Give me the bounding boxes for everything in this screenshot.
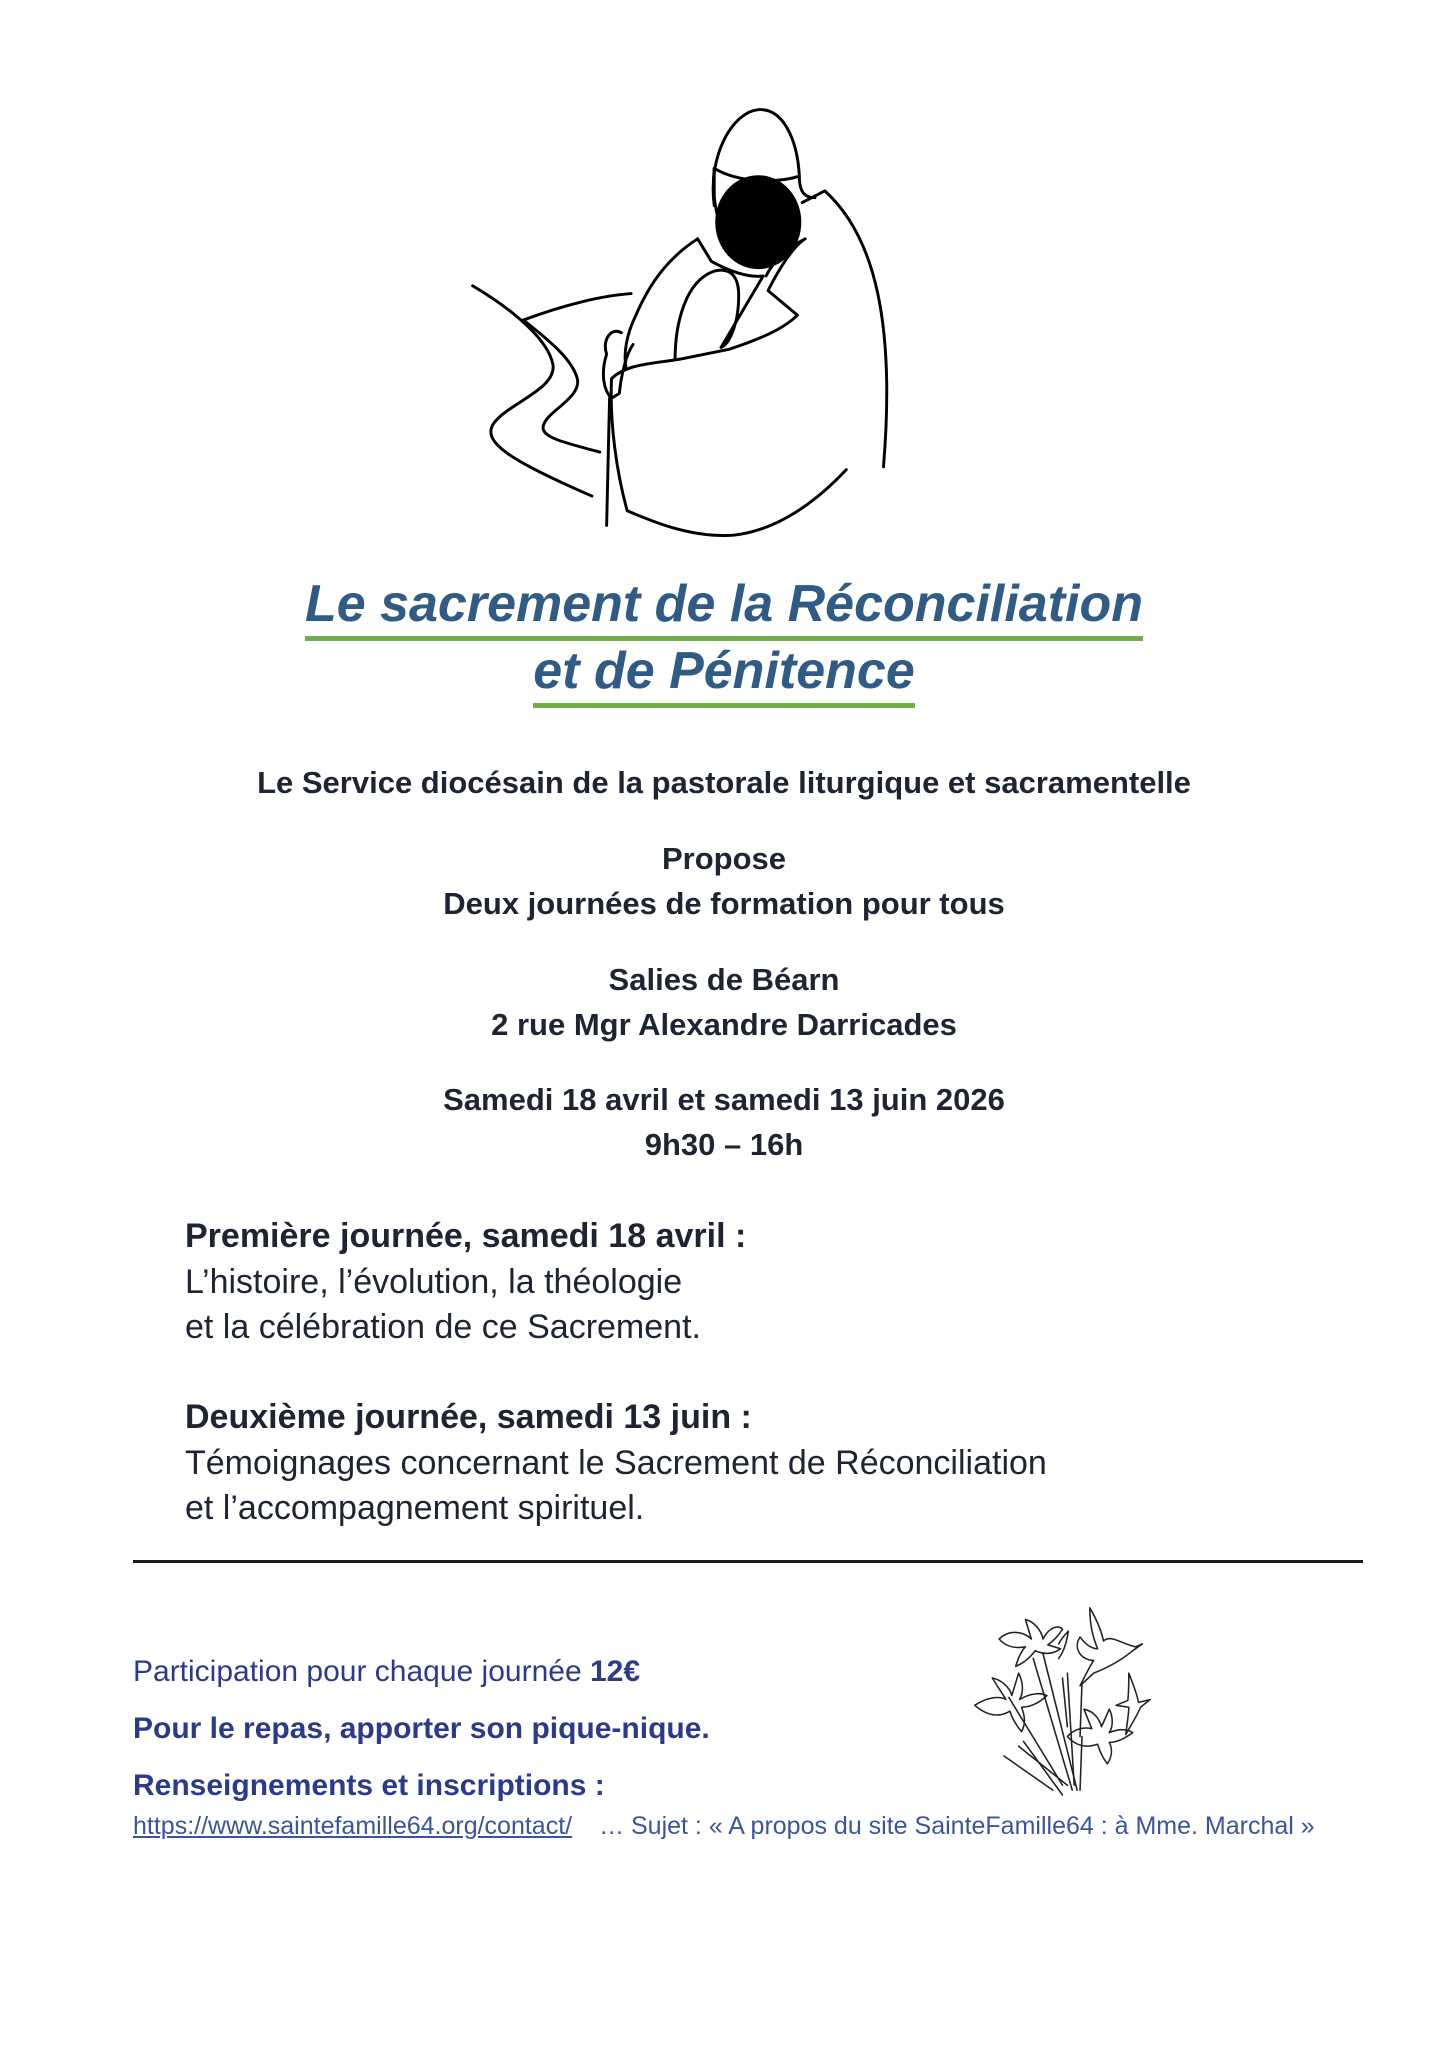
day-2-line-1: Témoignages concernant le Sacrement de Réconciliation [185,1444,1047,1482]
participation-label: Participation pour chaque journée [133,1655,582,1688]
schedule-dates: Samedi 18 avril et samedi 13 juin 2026 [443,1082,1005,1117]
schedule-hours: 9h30 – 16h [644,1127,804,1162]
day-2-line-2: et l’accompagnement spirituel. [185,1489,645,1527]
location-address: 2 rue Mgr Alexandre Darricades [491,1007,957,1042]
location-city: Salies de Béarn [608,962,840,997]
title-line-2: et de Pénitence [0,641,1448,708]
contact-subject: … Sujet : « A propos du site SainteFamille64 : à Mme. Marchal » [599,1812,1315,1840]
proposal-line-1: Propose [661,841,787,876]
contact-link[interactable]: https://www.saintefamille64.org/contact/ [133,1812,573,1840]
priest-embracing-penitent-illustration [455,95,905,545]
day-1-line-1: L’histoire, l’évolution, la théologie [185,1263,683,1301]
day-1-heading: Première journée, samedi 18 avril : [185,1217,747,1255]
info-heading: Renseignements et inscriptions : [133,1769,605,1802]
meal-info: Pour le repas, apporter son pique-nique. [133,1712,710,1745]
organizer-text: Le Service diocésain de la pastorale liturgique et sacramentelle [257,765,1191,800]
day-1-line-2: et la célébration de ce Sacrement. [185,1308,701,1346]
proposal-line-2: Deux journées de formation pour tous [443,886,1005,921]
day-2-heading: Deuxième journée, samedi 13 juin : [185,1398,752,1436]
participation-fee [133,1655,640,1689]
participation-price: 12€ [589,1655,641,1688]
title-line-1: Le sacrement de la Réconciliation [0,574,1448,641]
section-divider [133,1560,1363,1563]
contact-line [133,1812,1315,1841]
lilies-and-doves-illustration [965,1590,1160,1805]
